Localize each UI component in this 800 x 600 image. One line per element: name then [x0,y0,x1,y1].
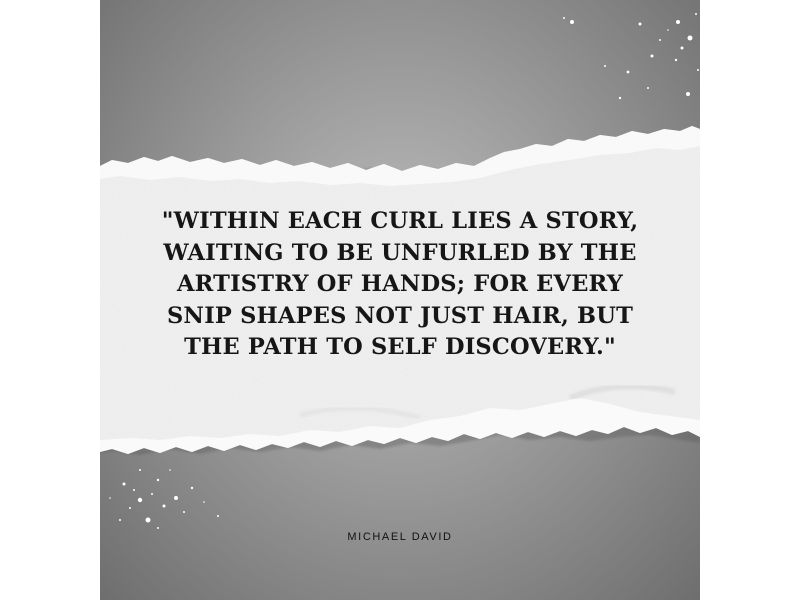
quote-text: "WITHIN EACH CURL LIES A STORY, WAITING TO BE UNFURLED BY THE ARTISTRY OF HANDS; FOR EVERY SNIP SHAPES NOT JUST HAIR, BUT THE PATH TO SELF DISCOVERY." [161,208,639,360]
quote-card [100,0,700,600]
author-name: MICHAEL DAVID [347,531,453,543]
